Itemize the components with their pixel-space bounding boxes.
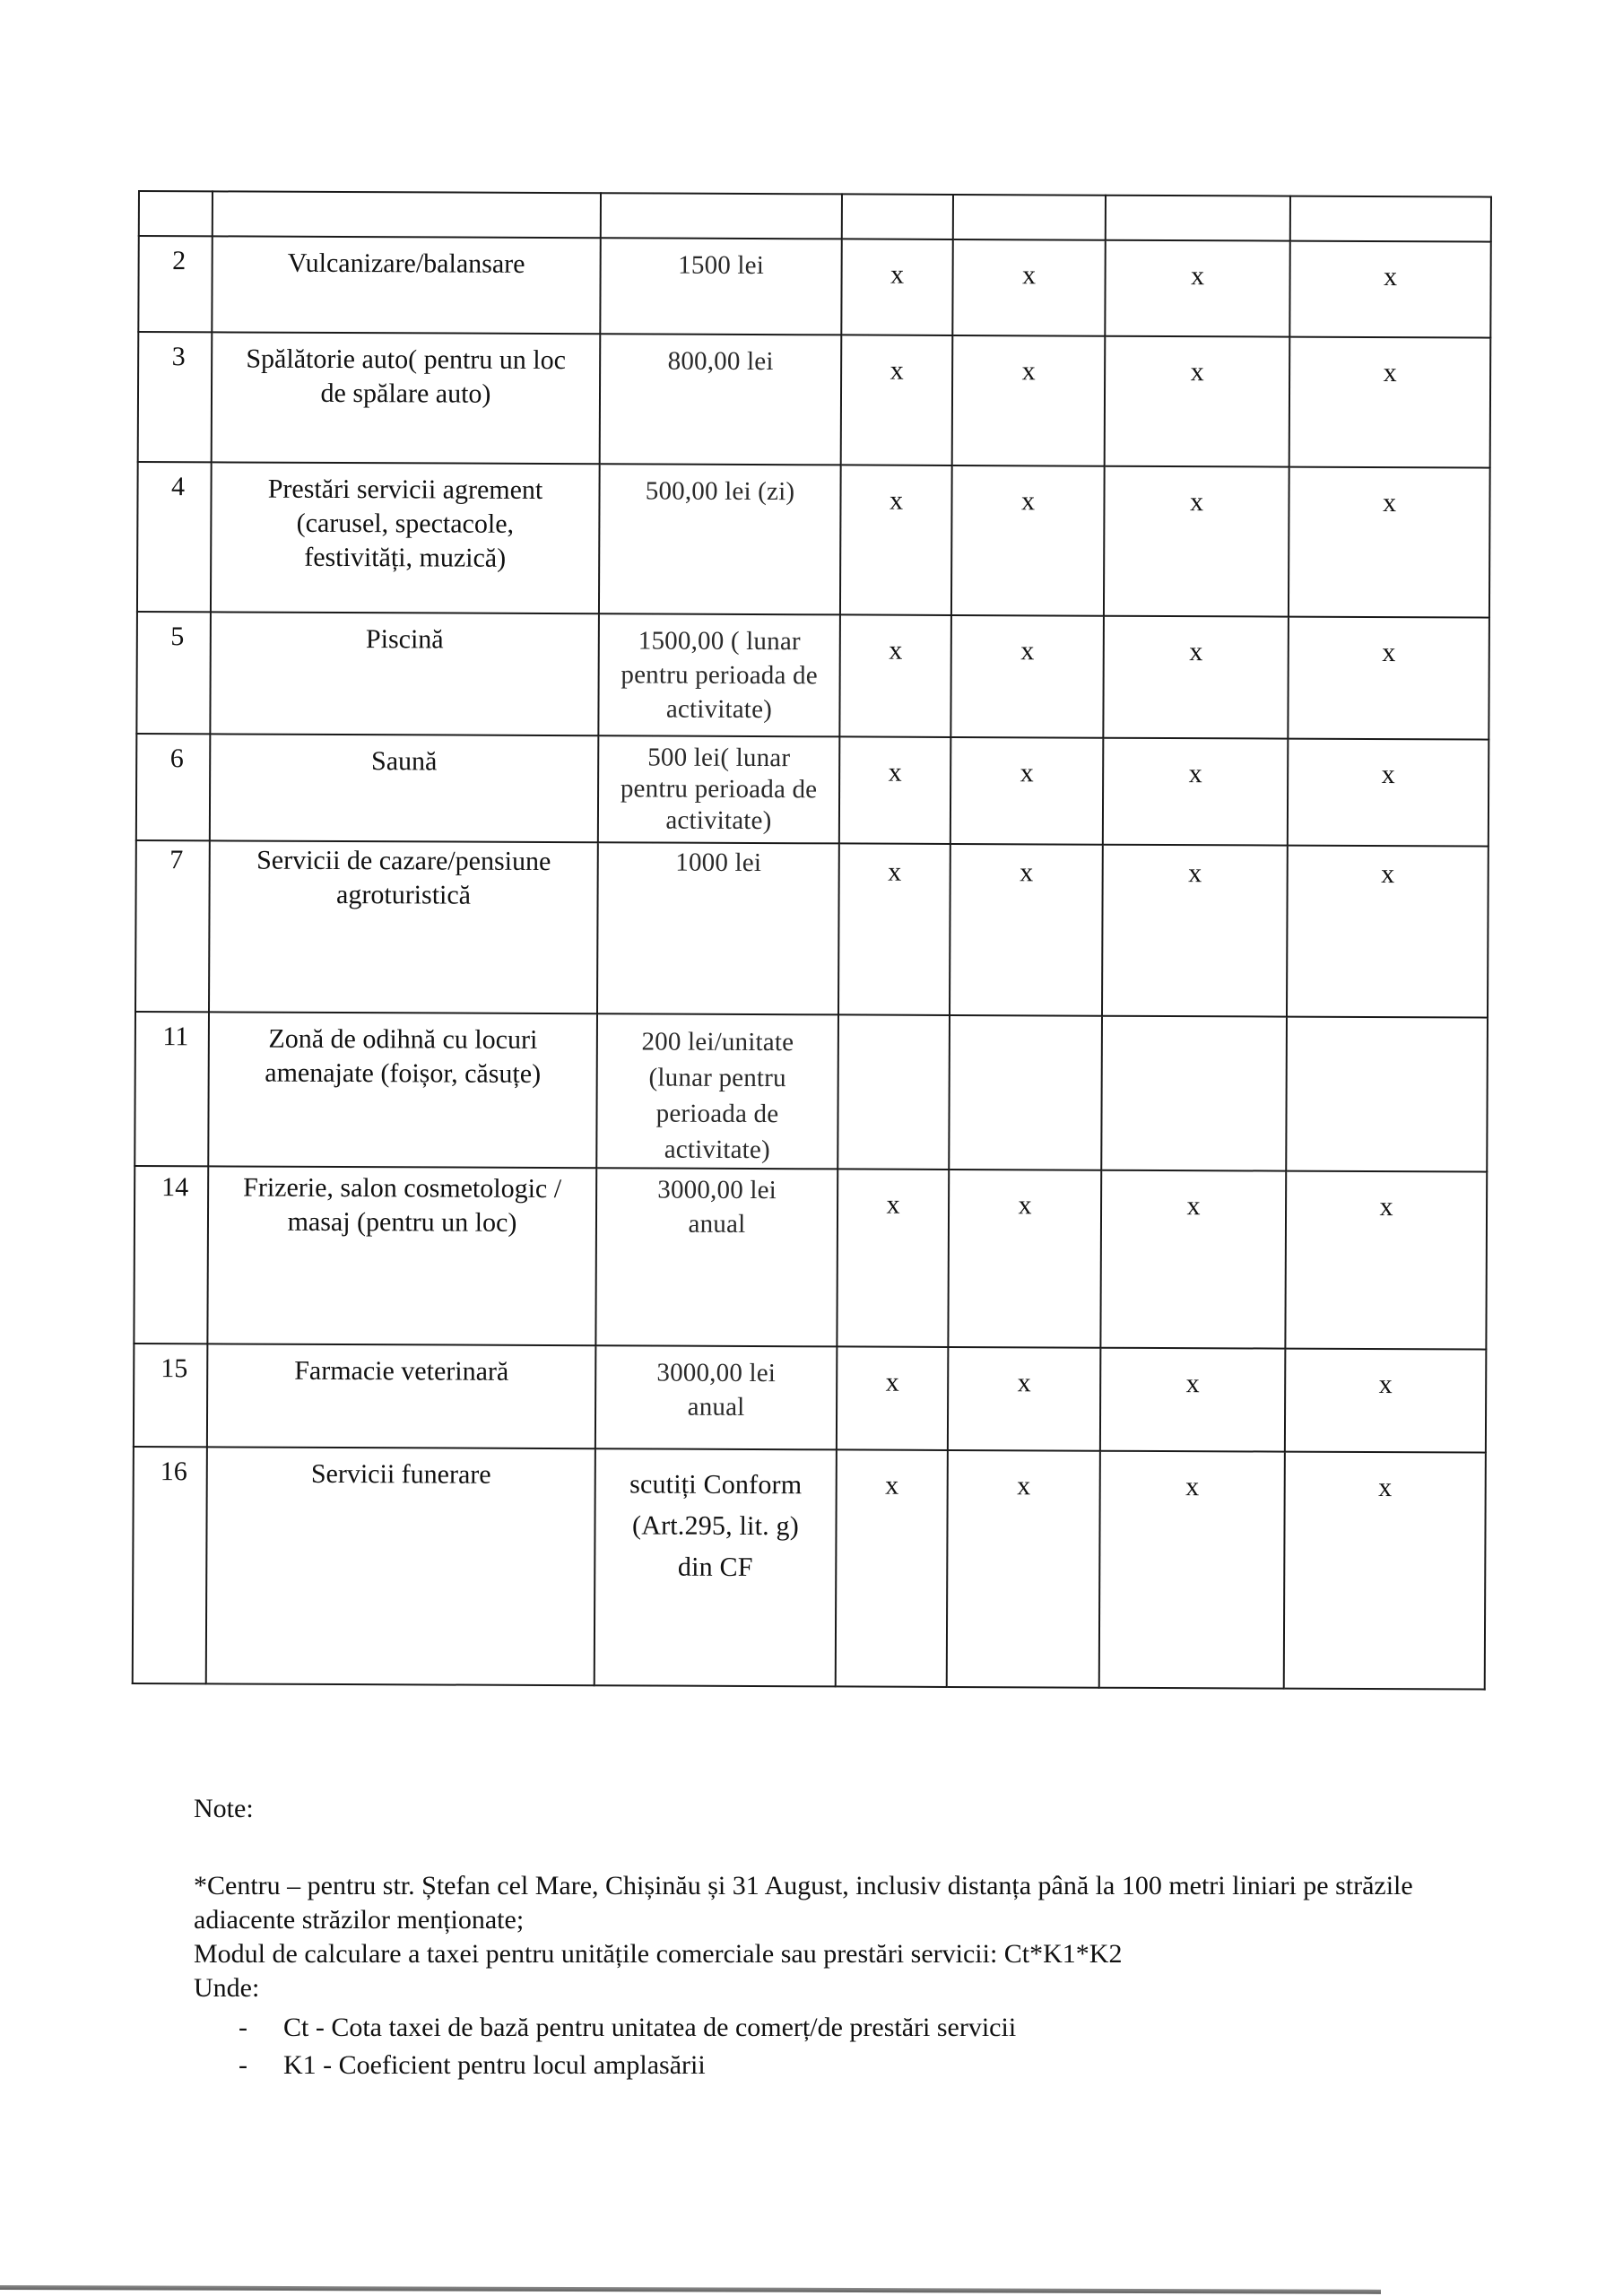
table-header-row — [139, 191, 1491, 242]
header-cell — [1106, 196, 1290, 241]
service-price: 500 lei( lunar pentru perioada de activitate) — [598, 735, 840, 843]
zone-cell: x — [1103, 738, 1289, 846]
table-row — [135, 840, 1488, 1018]
service-price: 200 lei/unitate (lunar pentru perioada de activitate) — [596, 1013, 838, 1169]
table-row — [137, 462, 1490, 618]
zone-cell: x — [1102, 845, 1288, 1017]
zone-cell: x — [1285, 1349, 1486, 1453]
row-number: 14 — [134, 1166, 208, 1344]
service-price: 1500,00 ( lunar pentru perioada de activitate) — [598, 613, 840, 736]
header-cell — [601, 193, 842, 239]
row-number: 5 — [136, 612, 211, 734]
row-number: 3 — [138, 332, 213, 462]
table-row — [134, 1344, 1486, 1453]
notes-title: Note: — [194, 1794, 254, 1823]
service-name: Saună — [210, 734, 599, 842]
service-name: Servicii de cazare/pensiune agroturistică — [209, 840, 598, 1013]
service-name: Servicii funerare — [206, 1447, 595, 1685]
table-row — [133, 1447, 1486, 1690]
header-cell — [139, 191, 213, 236]
list-item — [194, 2009, 1503, 2047]
zone-cell: x — [1289, 337, 1491, 468]
zone-cell: x — [1105, 336, 1290, 467]
zone-cell — [949, 1015, 1102, 1170]
definition-text: K1 - Coeficient pentru locul amplasării — [283, 2050, 706, 2080]
zone-cell: x — [836, 1449, 948, 1687]
definitions-list — [194, 2009, 1503, 2084]
spacer — [194, 1826, 1503, 1869]
zone-cell: x — [838, 843, 950, 1015]
zone-cell: x — [841, 335, 953, 465]
service-price: 800,00 lei — [600, 334, 842, 465]
zone-cell: x — [840, 465, 952, 615]
zone-cell: x — [947, 1450, 1100, 1688]
zone-cell: x — [952, 335, 1106, 466]
row-number: 11 — [135, 1012, 209, 1166]
dash-bullet-icon: - — [239, 2013, 247, 2042]
row-number: 4 — [137, 462, 212, 612]
zone-cell: x — [837, 1346, 949, 1450]
service-price: scutiți Conform (Art.295, lit. g) din CF — [595, 1448, 837, 1686]
service-name: Spălătorie auto( pentru un loc de spălare auto) — [212, 332, 601, 464]
dash-bullet-icon: - — [239, 2050, 247, 2080]
zone-cell: x — [1100, 1348, 1285, 1452]
zone-cell — [1286, 1017, 1488, 1172]
table-row — [135, 1012, 1488, 1172]
zone-cell: x — [837, 1169, 949, 1347]
service-name: Vulcanizare/balansare — [212, 236, 600, 334]
zone-cell: x — [1287, 846, 1488, 1018]
zone-cell: x — [839, 736, 951, 844]
service-price: 3000,00 lei anual — [595, 1168, 838, 1346]
header-cell — [213, 191, 601, 238]
service-price: 500,00 lei (zi) — [599, 464, 841, 614]
zone-cell — [838, 1014, 950, 1170]
service-price: 1500 lei — [600, 238, 841, 335]
zone-cell: x — [950, 615, 1104, 738]
zone-cell: x — [952, 239, 1105, 336]
row-number: 7 — [135, 840, 210, 1012]
service-name: Frizerie, salon cosmetologic / masaj (pentru un loc) — [207, 1166, 596, 1345]
header-cell — [1290, 196, 1491, 242]
zone-cell: x — [951, 465, 1105, 616]
unde-label: Unde: — [194, 1973, 260, 2003]
zone-cell: x — [1099, 1451, 1285, 1689]
header-cell — [953, 195, 1106, 240]
row-number: 6 — [136, 734, 211, 840]
service-name: Prestări servicii agrement (carusel, spectacole, festivități, muzică) — [211, 462, 600, 613]
service-price: 3000,00 lei anual — [595, 1345, 837, 1449]
service-name: Zonă de odihnă cu locuri amenajate (foișor, căsuțe) — [208, 1012, 597, 1168]
zone-cell: x — [1104, 466, 1289, 617]
zone-cell: x — [1103, 616, 1289, 739]
zone-cell: x — [1289, 467, 1490, 618]
table-row — [138, 332, 1491, 468]
service-name: Piscină — [210, 612, 599, 735]
header-cell — [842, 194, 953, 239]
service-name: Farmacie veterinară — [207, 1344, 595, 1448]
row-number: 16 — [133, 1447, 207, 1683]
zone-cell: x — [839, 614, 951, 737]
table-row — [136, 612, 1489, 740]
table-row — [134, 1166, 1487, 1350]
zone-cell: x — [1285, 1171, 1487, 1350]
zone-cell — [1101, 1016, 1287, 1171]
list-item — [194, 2047, 1503, 2084]
zone-cell: x — [841, 239, 952, 335]
row-number: 2 — [138, 236, 212, 332]
definition-text: Ct - Cota taxei de bază pentru unitatea de comerț/de prestări servicii — [283, 2013, 1017, 2042]
zone-cell: x — [1100, 1170, 1286, 1349]
zone-cell: x — [1289, 241, 1490, 338]
centru-note: *Centru – pentru str. Ștefan cel Mare, Chișinău și 31 August, inclusiv distanța până la 100 metri liniari pe străzile adiacente străzilor menționate; — [194, 1871, 1413, 1935]
formula-note: Modul de calculare a taxei pentru unitățile comerciale sau prestări servicii: Ct*K1*K2 — [194, 1939, 1123, 1969]
zone-cell: x — [948, 1170, 1101, 1348]
zone-cell: x — [950, 737, 1104, 845]
zone-cell: x — [1105, 240, 1289, 337]
row-number: 15 — [134, 1344, 208, 1447]
service-price: 1000 lei — [597, 842, 839, 1014]
zone-cell: x — [1288, 617, 1489, 740]
scan-page-edge — [0, 2285, 1381, 2294]
table-row — [136, 734, 1489, 847]
zone-cell: x — [1288, 739, 1489, 847]
tax-rates-table — [132, 190, 1492, 1691]
table-row — [138, 236, 1490, 338]
zone-cell: x — [948, 1347, 1101, 1451]
zone-cell: x — [1284, 1452, 1486, 1690]
zone-cell: x — [950, 844, 1103, 1016]
notes-section — [194, 1792, 1503, 2084]
